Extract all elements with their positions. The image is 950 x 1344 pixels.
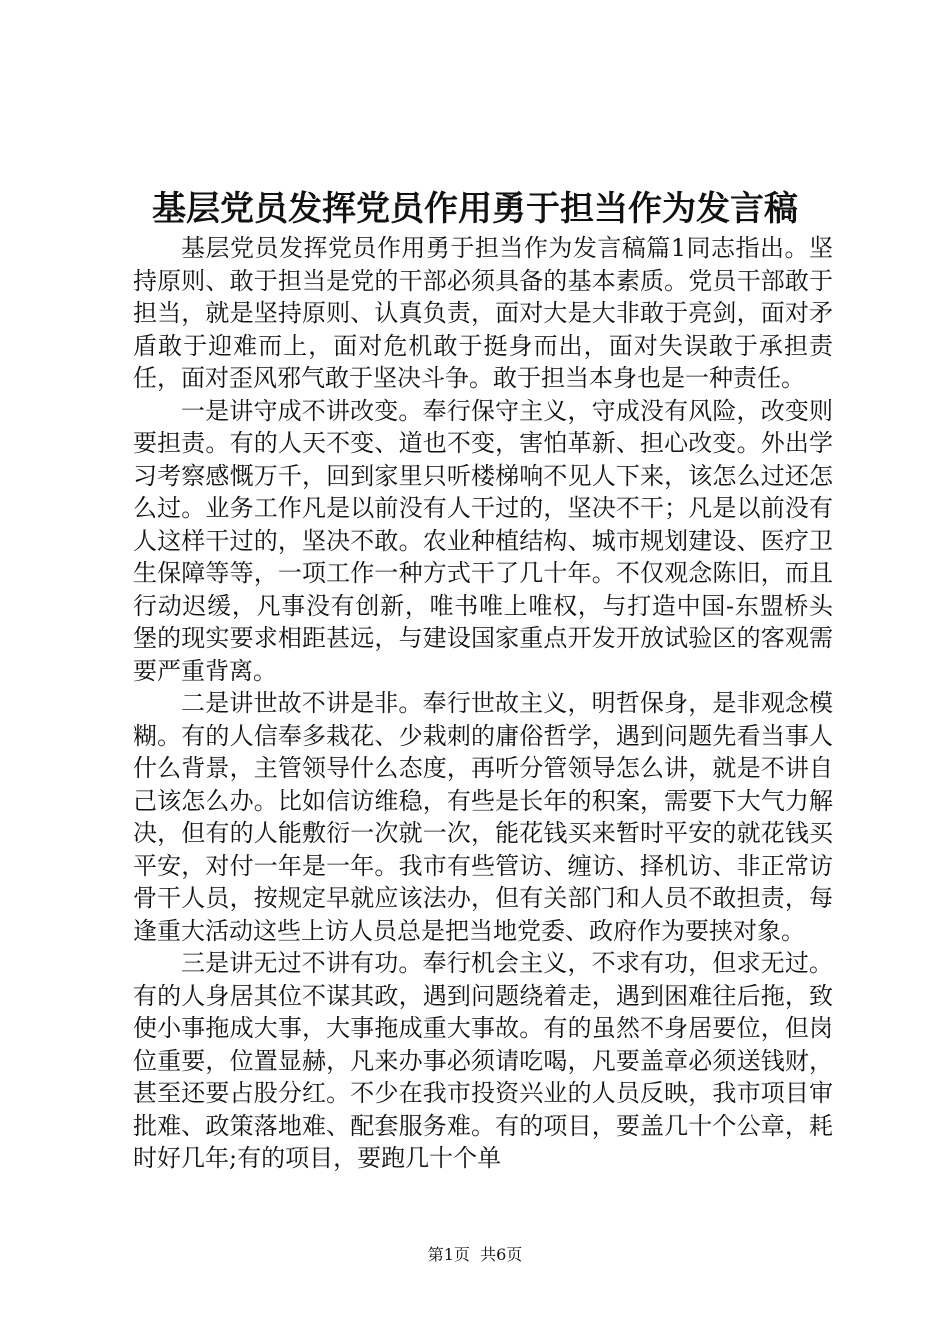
- page-number-footer: 第1页 共6页: [427, 1245, 523, 1264]
- document-body: [133, 232, 833, 1175]
- document-title: 基层党员发挥党员作用勇于担当作为发言稿: [152, 189, 798, 229]
- paragraph-4: 三是讲无过不讲有功。奉行机会主义，不求有功，但求无过。有的人身居其位不谋其政，遇到问题绕着走，遇到困难往后拖，致使小事拖成大事，大事拖成重大事故。有的虽然不身居要位，但岗位重要，位置显赫，凡来办事必须请吃喝，凡要盖章必须送钱财，甚至还要占股分红。不少在我市投资兴业的人员反映，我市项目审批难、政策落地难、配套服务难。有的项目，要盖几十个公章，耗时好几年;有的项目，要跑几十个单: [133, 949, 833, 1172]
- paragraph-1: 基层党员发挥党员作用勇于担当作为发言稿篇1同志指出。坚持原则、敢于担当是党的干部必须具备的基本素质。党员干部敢于担当，就是坚持原则、认真负责，面对大是大非敢于亮剑，面对矛盾敢于迎难而上，面对危机敢于挺身而出，面对失误敢于承担责任，面对歪风邪气敢于坚决斗争。敢于担当本身也是一种责任。: [133, 234, 833, 392]
- paragraph-3: 二是讲世故不讲是非。奉行世故主义，明哲保身，是非观念模糊。有的人信奉多栽花、少栽刺的庸俗哲学，遇到问题先看当事人什么背景，主管领导什么态度，再听分管领导怎么讲，就是不讲自己该怎么办。比如信访维稳，有些是长年的积案，需要下大气力解决，但有的人能敷衍一次就一次，能花钱买来暂时平安的就花钱买平安，对付一年是一年。我市有些管访、缠访、择机访、非正常访骨干人员，按规定早就应该法办，但有关部门和人员不敢担责，每逢重大活动这些上访人员总是把当地党委、政府作为要挟对象。: [133, 689, 833, 945]
- paragraph-2: 一是讲守成不讲改变。奉行保守主义，守成没有风险，改变则要担责。有的人天不变、道也不变，害怕革新、担心改变。外出学习考察感慨万千，回到家里只听楼梯响不见人下来，该怎么过还怎么过。业务工作凡是以前没有人干过的，坚决不干；凡是以前没有人这样干过的，坚决不敢。农业种植结构、城市规划建设、医疗卫生保障等等，一项工作一种方式干了几十年。不仅观念陈旧，而且行动迟缓，凡事没有创新，唯书唯上唯权，与打造中国-东盟桥头堡的现实要求相距甚远，与建设国家重点开发开放试验区的客观需要严重背离。: [133, 396, 833, 685]
